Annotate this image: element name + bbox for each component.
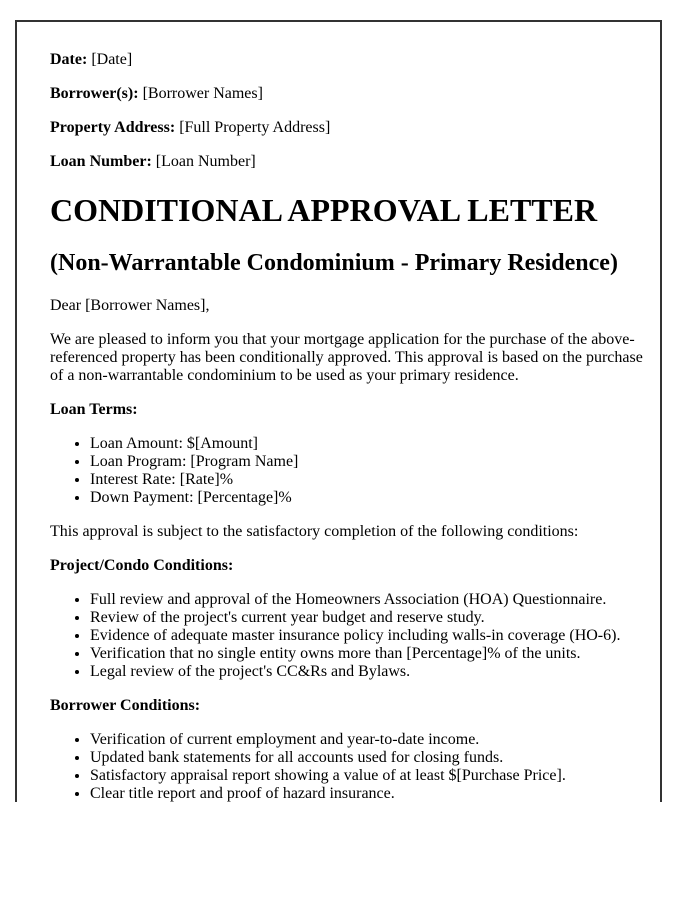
meta-row-property-address xyxy=(50,119,644,137)
meta-value-date: [Date] xyxy=(91,51,133,68)
meta-value-loan-number: [Loan Number] xyxy=(155,153,256,170)
list-item: • Verification of current employment and year-to-date income. xyxy=(90,731,644,749)
borrower-conditions-list xyxy=(50,731,644,802)
letter-title: CONDITIONAL APPROVAL LETTER xyxy=(50,192,598,228)
meta-label-date: Date: xyxy=(50,51,88,68)
intro-paragraph: We are pleased to inform you that your mortgage application for the purchase of the above-referenced property has been conditionally approved. This approval is based on the purchase of a non-warrantable condominium to be used as your primary residence. xyxy=(50,331,643,384)
list-item: • Interest Rate: [Rate]% xyxy=(90,471,644,489)
meta-label-borrowers: Borrower(s): xyxy=(50,85,139,102)
list-item: • Evidence of adequate master insurance policy including walls-in coverage (HO-6). xyxy=(90,627,644,645)
project-condo-conditions-list xyxy=(50,591,644,681)
list-item: • Clear title report and proof of hazard insurance. xyxy=(90,785,644,802)
list-item: • Loan Program: [Program Name] xyxy=(90,453,644,471)
conditional-approval-letter-page xyxy=(15,20,662,802)
list-item: • Down Payment: [Percentage]% xyxy=(90,489,644,507)
meta-value-property-address: [Full Property Address] xyxy=(179,119,331,136)
meta-row-borrowers xyxy=(50,85,644,103)
section-heading-loan-terms: Loan Terms: xyxy=(50,401,138,418)
list-item: • Legal review of the project's CC&Rs and Bylaws. xyxy=(90,663,644,681)
section-heading-borrower-conditions: Borrower Conditions: xyxy=(50,697,201,714)
meta-row-loan-number xyxy=(50,153,644,171)
section-heading-project-condo-conditions: Project/Condo Conditions: xyxy=(50,557,234,574)
list-item: • Loan Amount: $[Amount] xyxy=(90,435,644,453)
meta-value-borrowers: [Borrower Names] xyxy=(142,85,263,102)
salutation: Dear [Borrower Names], xyxy=(50,297,210,314)
loan-terms-list xyxy=(50,435,644,507)
meta-label-property-address: Property Address: xyxy=(50,119,176,136)
conditions-intro: This approval is subject to the satisfactory completion of the following conditions: xyxy=(50,523,579,540)
list-item: • Review of the project's current year budget and reserve study. xyxy=(90,609,644,627)
meta-row-date xyxy=(50,51,644,69)
list-item: • Verification that no single entity owns more than [Percentage]% of the units. xyxy=(90,645,644,663)
meta-label-loan-number: Loan Number: xyxy=(50,153,152,170)
letter-subtitle: (Non-Warrantable Condominium - Primary Residence) xyxy=(50,250,618,276)
list-item: • Satisfactory appraisal report showing a value of at least $[Purchase Price]. xyxy=(90,767,644,785)
list-item: • Full review and approval of the Homeowners Association (HOA) Questionnaire. xyxy=(90,591,644,609)
list-item: • Updated bank statements for all accounts used for closing funds. xyxy=(90,749,644,767)
